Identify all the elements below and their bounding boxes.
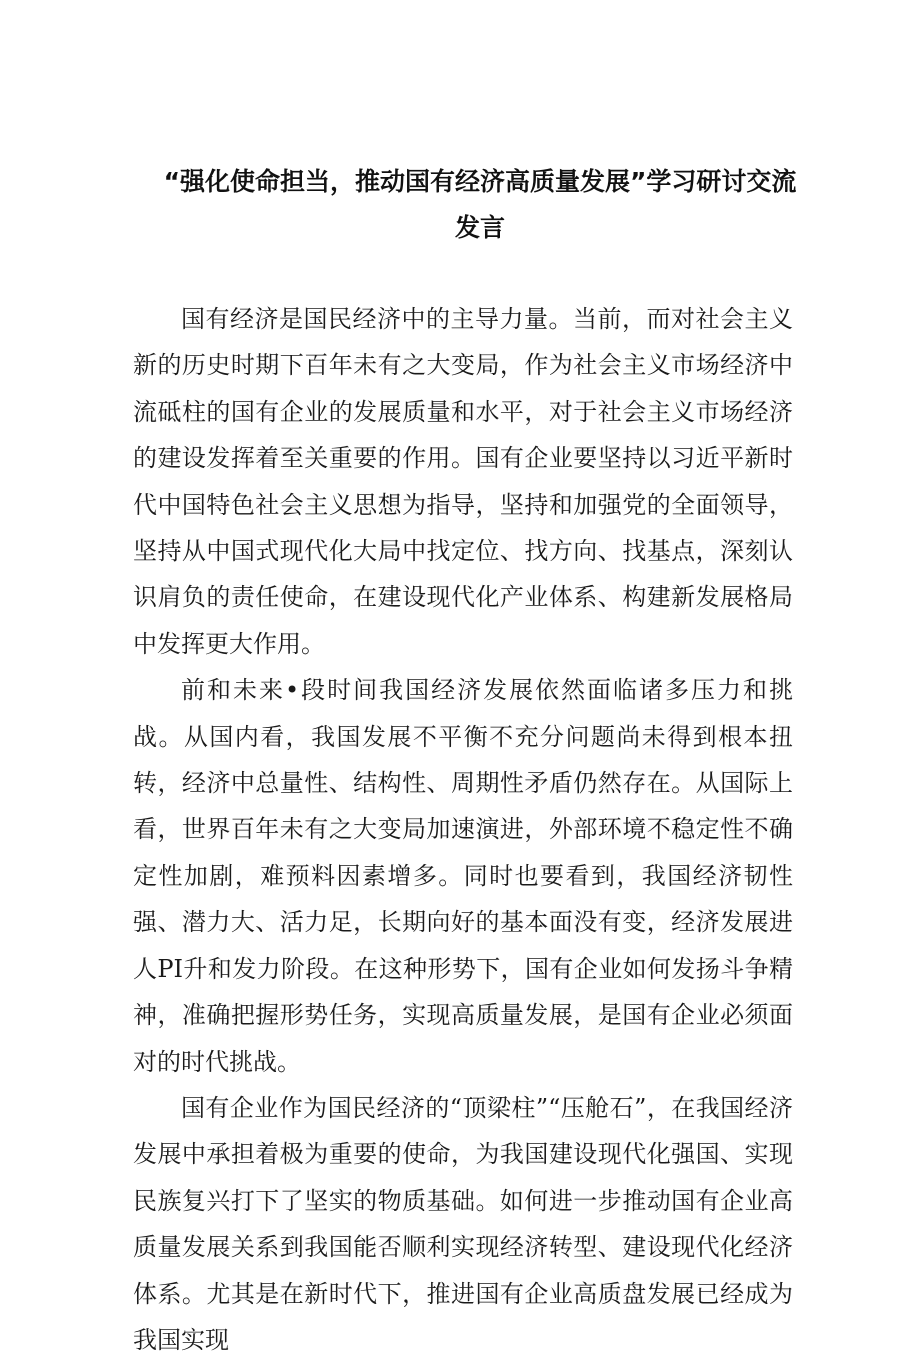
document-title-line-1: “强化使命担当，推动国有经济高质量发展”学习研讨交流 [163,167,797,196]
paragraph-2: 前和未来•段时间我国经济发展依然面临诸多压力和挑战。从国内看，我国发展不平衡不充分问题尚未得到根本扭转，经济中总量性、结构性、周期性矛盾仍然存在。从国际上看，世界百年未有之大变局加速演进，外部环境不稳定性不确定性加剧，难预料因素增多。同时也要看到，我国经济韧性强、潜力大、活力足，长期向好的基本面没有变，经济发展进人PI升和发力阶段。在这种形势下，国有企业如何发扬斗争精神，准确把握形势任务，实现高质量发展，是国有企业必须面对的时代挑战。 [133,676,793,1076]
document-body [133,296,793,1363]
paragraph-3: 国有企业作为国民经济的“顶梁柱”“压舱石”，在我国经济发展中承担着极为重要的使命，为我国建设现代化强国、实现民族复兴打下了坚实的物质基础。如何进一步推动国有企业高质量发展关系到我国能否顺利实现经济转型、建设现代化经济体系。尤其是在新时代下，推进国有企业高质盘发展已经成为我国实现 [133,1093,793,1354]
paragraph-1: 国有经济是国民经济中的主导力量。当前，而对社会主义新的历史时期下百年未有之大变局，作为社会主义市场经济中流砥柱的国有企业的发展质量和水平，对于社会主义市场经济的建设发挥着至关重要的作用。国有企业要坚持以习近平新时代中国特色社会主义思想为指导，坚持和加强党的全面领导，坚持从中国式现代化大局中找定位、找方向、找基点，深刻认识肩负的责任使命，在建设现代化产业体系、构建新发展格局中发挥更大作用。 [133,305,793,658]
document-title-line-2: 发言 [454,213,505,242]
